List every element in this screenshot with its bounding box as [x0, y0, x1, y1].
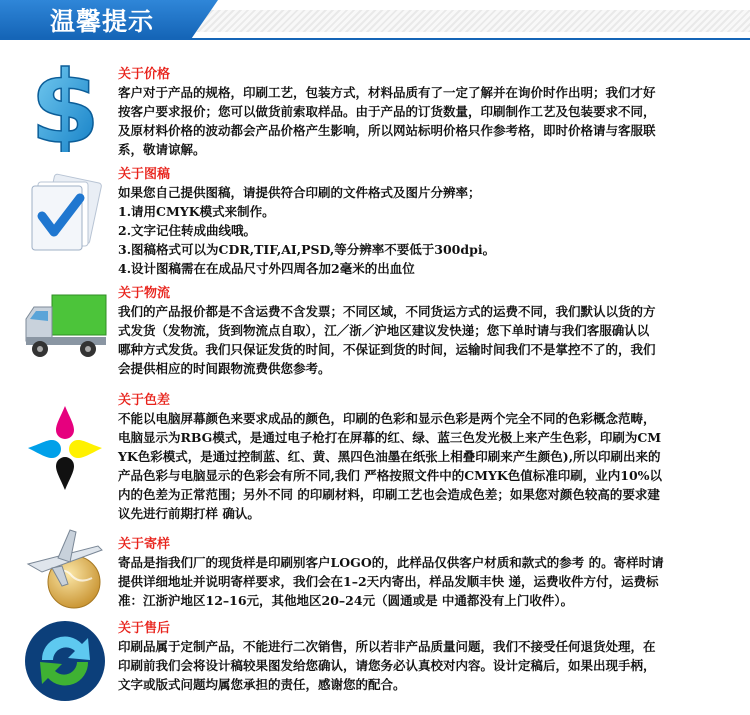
body-line: 提供详细地址并说明寄样要求，我们会在1–2天内寄出，样品发顺丰快 递，运费收件方付，运费标	[118, 574, 659, 589]
delivery-truck-icon	[22, 289, 108, 369]
body-line: 按客户要求报价；您可以做货前索取样品。由于产品的订货数量，印刷制作工艺及包装要求不同，	[118, 104, 656, 119]
body-line: 我们的产品报价都是不含运费不含发票；不同区域，不同货运方式的运费不同，我们默认以货的方	[118, 304, 656, 319]
body-line: 4.设计图稿需在在成品尺寸外四周各加2毫米的出血位	[118, 261, 415, 276]
section-body	[118, 83, 718, 159]
body-line: 议先进行前期打样 确认。	[118, 506, 260, 521]
body-line: 式发货（发物流，货到物流点自取），江／浙／沪地区建议发快递；您下单时请与我们客服确认以	[118, 323, 650, 338]
section-title: 关于物流	[118, 286, 171, 301]
section-logistics	[0, 283, 750, 378]
body-line: 准：江浙沪地区12–16元，其他地区20–24元（圆通或是 中通都没有上门收件）。	[118, 593, 574, 608]
section-title: 关于图稿	[118, 167, 171, 182]
section-price	[0, 62, 750, 162]
section-title: 关于售后	[118, 621, 171, 636]
body-line: YK色彩模式，是通过控制蓝、红、黄、黑四色油墨在纸张上相叠印刷来产生颜色),所以印刷出来的	[118, 449, 661, 464]
airplane-globe-icon	[22, 524, 108, 614]
refresh-arrows-icon	[22, 618, 108, 704]
section-after-sales	[0, 620, 750, 710]
body-line: 不能以电脑屏幕颜色来要求成品的颜色，印刷的色彩和显示色彩是两个完全不同的色彩概念范畴，	[118, 411, 656, 426]
body-line: 3.图稿格式可以为CDR,TIF,AI,PSD,等分辨率不要低于300dpi。	[118, 242, 496, 257]
body-line: 产品色彩与电脑显示的色彩会有所不同,我们 严格按照文件中的CMYK色值标准印刷，业内10%以	[118, 468, 663, 483]
section-title: 关于寄样	[118, 537, 171, 552]
body-line: 2.文字记住转成曲线哦。	[118, 223, 257, 238]
section-body	[118, 553, 718, 610]
body-line: 1.请用CMYK模式来制作。	[118, 204, 275, 219]
cmyk-ink-drops-icon	[22, 402, 108, 492]
svg-text:$: $	[30, 62, 100, 152]
section-artwork	[0, 164, 750, 274]
dollar-sign-icon	[22, 62, 108, 152]
body-line: 如果您自己提供图稿，请提供符合印刷的文件格式及图片分辨率；	[118, 185, 481, 200]
body-line: 系，敬请谅解。	[118, 142, 206, 157]
body-line: 文字或版式问题均属您承担的责任，感谢您的配合。	[118, 677, 406, 692]
body-line: 印刷前我们会将设计稿较果图发给您确认，请您务必认真校对内容。设计定稿后，如果出现手柄，	[118, 658, 656, 673]
page-title: 温馨提示	[50, 7, 155, 36]
body-line: 寄品是指我们厂的现货样是印刷别客户LOGO的，此样品仅供客户材质和款式的参考 的。寄样时请	[118, 555, 664, 570]
header-underline	[0, 38, 750, 40]
section-body	[118, 302, 718, 378]
section-title: 关于色差	[118, 393, 171, 408]
section-body	[118, 637, 718, 694]
section-body	[118, 183, 718, 278]
section-sample-shipping	[0, 536, 750, 616]
body-line: 哪种方式发货。我们只保证发货的时间，不保证到货的时间，运输时间我们不是掌控不了的，我们	[118, 342, 656, 357]
body-line: 客户对于产品的规格，印刷工艺，包装方式，材料品质有了一定了解并在询价时作出明；我们才好	[118, 85, 656, 100]
section-title: 关于价格	[118, 67, 171, 82]
header-stripe	[190, 10, 750, 32]
checkmark-document-icon	[22, 172, 108, 258]
body-line: 电脑显示为RBG模式，是通过电子枪打在屏幕的红、绿、蓝三色发光极上来产生色彩，印刷为CM	[118, 430, 662, 445]
header-banner	[0, 0, 750, 40]
body-line: 会提供相应的时间跟物流费供您参考。	[118, 361, 331, 376]
body-line: 内的色差为正常范围；另外不同 的印刷材料，印刷工艺也会造成色差；如果您对颜色较高的要求建	[118, 487, 660, 502]
body-line: 印刷品属于定制产品，不能进行二次销售，所以若非产品质量问题，我们不接受任何退货处理，在	[118, 639, 656, 654]
section-color-difference	[0, 388, 750, 521]
section-body	[118, 409, 718, 523]
body-line: 及原材料价格的波动都会产品价格产生影响，所以网站标明价格只作参考格，即时价格请与客服联	[118, 123, 656, 138]
